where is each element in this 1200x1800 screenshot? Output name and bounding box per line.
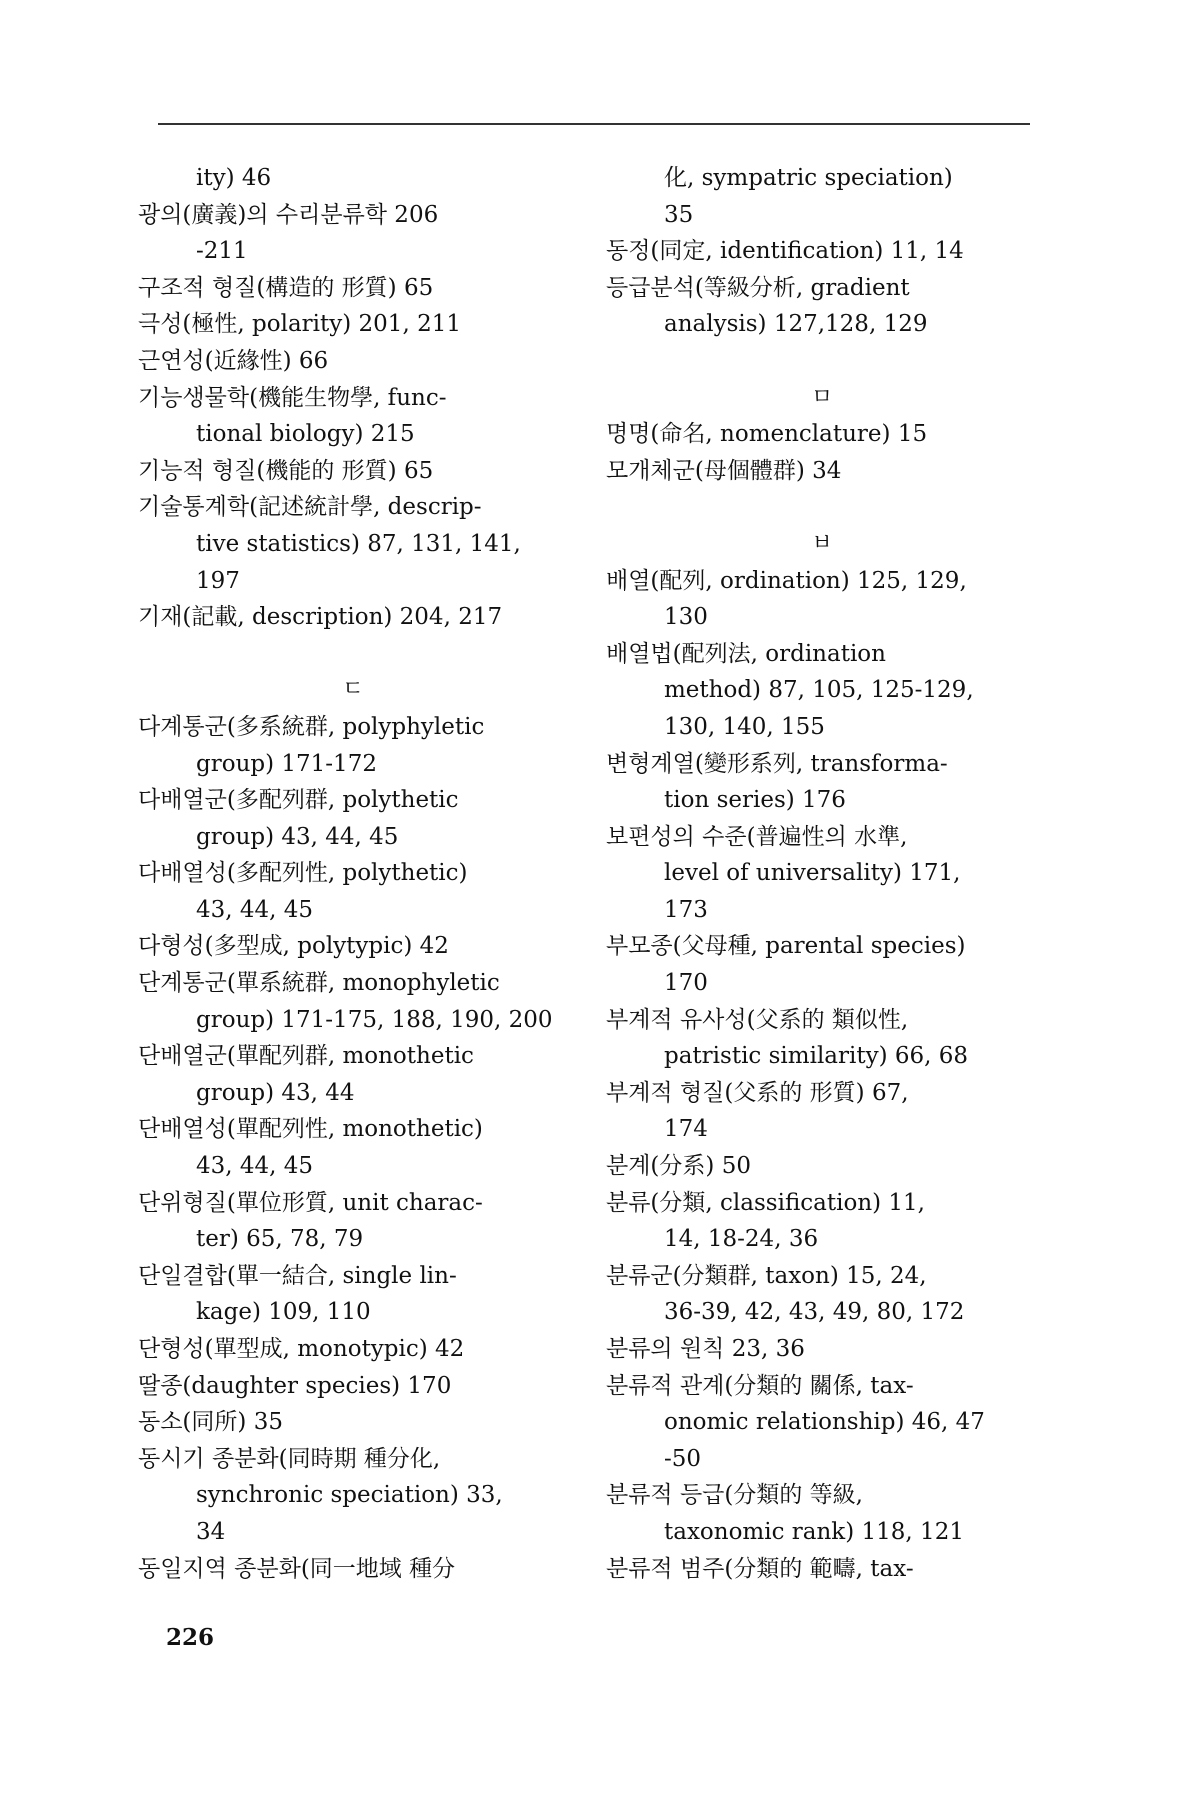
- index-line: 36-39, 42, 43, 49, 80, 172: [664, 1299, 965, 1326]
- page-number: 226: [166, 1624, 215, 1651]
- index-line: -211: [196, 238, 248, 265]
- index-line: 다계통군(多系統群, polyphyletic: [138, 713, 485, 740]
- blank-line: [138, 636, 568, 673]
- index-line: 구조적 형질(構造的 形質) 65: [138, 274, 434, 301]
- index-line: ter) 65, 78, 79: [196, 1226, 364, 1253]
- index-line: 분류의 원칙 23, 36: [606, 1336, 805, 1362]
- index-line: 단형성(單型成, monotypic) 42: [138, 1336, 465, 1362]
- left-column: [138, 160, 568, 1587]
- index-line: ity) 46: [196, 165, 272, 191]
- index-line: 단계통군(單系統群, monophyletic: [138, 970, 500, 997]
- index-line: 단위형질(單位形質, unit charac-: [138, 1189, 483, 1216]
- index-line: tion series) 176: [664, 787, 846, 814]
- index-line: synchronic speciation) 33,: [196, 1482, 503, 1509]
- index-line: 130: [664, 604, 708, 631]
- index-line: 근연성(近緣性) 66: [138, 347, 329, 374]
- index-line: tional biology) 215: [196, 421, 415, 448]
- index-line: group) 171-175, 188, 190, 200: [196, 1006, 553, 1033]
- index-line: 동소(同所) 35: [138, 1409, 283, 1436]
- index-line: 化, sympatric speciation): [664, 165, 953, 191]
- index-line: 보편성의 수준(普遍性의 水準,: [606, 823, 908, 850]
- index-line: 174: [664, 1116, 708, 1143]
- index-line: 다형성(多型成, polytypic) 42: [138, 933, 449, 960]
- index-line: 동정(同定, identification) 11, 14: [606, 238, 964, 265]
- index-line: 명명(命名, nomenclature) 15: [606, 421, 928, 448]
- index-line: 변형계열(變形系列, transforma-: [606, 750, 948, 777]
- index-line: 극성(極性, polarity) 201, 211: [138, 311, 461, 338]
- blank-line: [606, 343, 1038, 380]
- index-line: 다배열성(多配列性, polythetic): [138, 860, 468, 887]
- index-line: onomic relationship) 46, 47: [664, 1409, 985, 1436]
- index-line: tive statistics) 87, 131, 141,: [196, 530, 521, 557]
- index-line: group) 43, 44, 45: [196, 823, 399, 850]
- top-rule: [158, 123, 1030, 125]
- index-line: 34: [196, 1518, 226, 1545]
- blank-line: [606, 489, 1038, 526]
- index-line: 단배열군(單配列群, monothetic: [138, 1043, 474, 1070]
- index-line: 14, 18-24, 36: [664, 1226, 819, 1253]
- index-line: 분계(分系) 50: [606, 1153, 751, 1180]
- index-line: 동일지역 종분화(同一地域 種分: [138, 1555, 456, 1582]
- index-line: 모개체군(母個體群) 34: [606, 457, 842, 484]
- index-line: 배열법(配列法, ordination: [606, 640, 886, 667]
- index-line: 딸종(daughter species) 170: [138, 1372, 452, 1399]
- index-line: 기능적 형질(機能的 形質) 65: [138, 457, 434, 484]
- index-line: method) 87, 105, 125-129,: [664, 677, 974, 704]
- index-line: level of universality) 171,: [664, 860, 961, 887]
- index-line: 기능생물학(機能生物學, func-: [138, 384, 447, 411]
- index-line: -50: [664, 1445, 702, 1472]
- index-line: 130, 140, 155: [664, 713, 825, 740]
- right-column: [606, 160, 1038, 1587]
- index-line: 부계적 형질(父系的 形質) 67,: [606, 1079, 909, 1106]
- section-letter: ㅁ: [811, 384, 833, 410]
- index-line: 43, 44, 45: [196, 896, 314, 923]
- index-line: 43, 44, 45: [196, 1153, 314, 1180]
- index-line: 부계적 유사성(父系的 類似性,: [606, 1006, 909, 1033]
- index-line: 기재(記載, description) 204, 217: [138, 604, 503, 631]
- index-line: 분류적 범주(分類的 範疇, tax-: [606, 1555, 914, 1582]
- index-line: 분류적 등급(分類的 等級,: [606, 1482, 863, 1509]
- index-line: analysis) 127,128, 129: [664, 311, 928, 338]
- index-line: 단일결합(單一結合, single lin-: [138, 1262, 457, 1289]
- index-line: 등급분석(等級分析, gradient: [606, 274, 910, 301]
- index-line: 다배열군(多配列群, polythetic: [138, 787, 459, 814]
- section-letter: ㄷ: [342, 677, 364, 703]
- index-line: group) 171-172: [196, 750, 377, 777]
- index-line: 분류(分類, classification) 11,: [606, 1189, 925, 1216]
- index-line: 배열(配列, ordination) 125, 129,: [606, 567, 967, 594]
- index-line: 단배열성(單配列性, monothetic): [138, 1116, 483, 1143]
- section-letter: ㅂ: [811, 530, 833, 556]
- index-line: 분류군(分類群, taxon) 15, 24,: [606, 1262, 927, 1289]
- index-line: 분류적 관계(分類的 關係, tax-: [606, 1372, 914, 1399]
- index-line: 173: [664, 896, 708, 923]
- index-line: patristic similarity) 66, 68: [664, 1043, 969, 1070]
- index-line: taxonomic rank) 118, 121: [664, 1518, 964, 1545]
- index-line: group) 43, 44: [196, 1079, 355, 1106]
- index-line: kage) 109, 110: [196, 1299, 371, 1326]
- index-line: 광의(廣義)의 수리분류학 206: [138, 201, 439, 228]
- index-line: 동시기 종분화(同時期 種分化,: [138, 1445, 441, 1472]
- index-line: 170: [664, 970, 708, 997]
- index-line: 197: [196, 567, 240, 594]
- index-line: 35: [664, 201, 694, 228]
- index-line: 부모종(父母種, parental species): [606, 933, 966, 960]
- index-line: 기술통계학(記述統計學, descrip-: [138, 494, 482, 521]
